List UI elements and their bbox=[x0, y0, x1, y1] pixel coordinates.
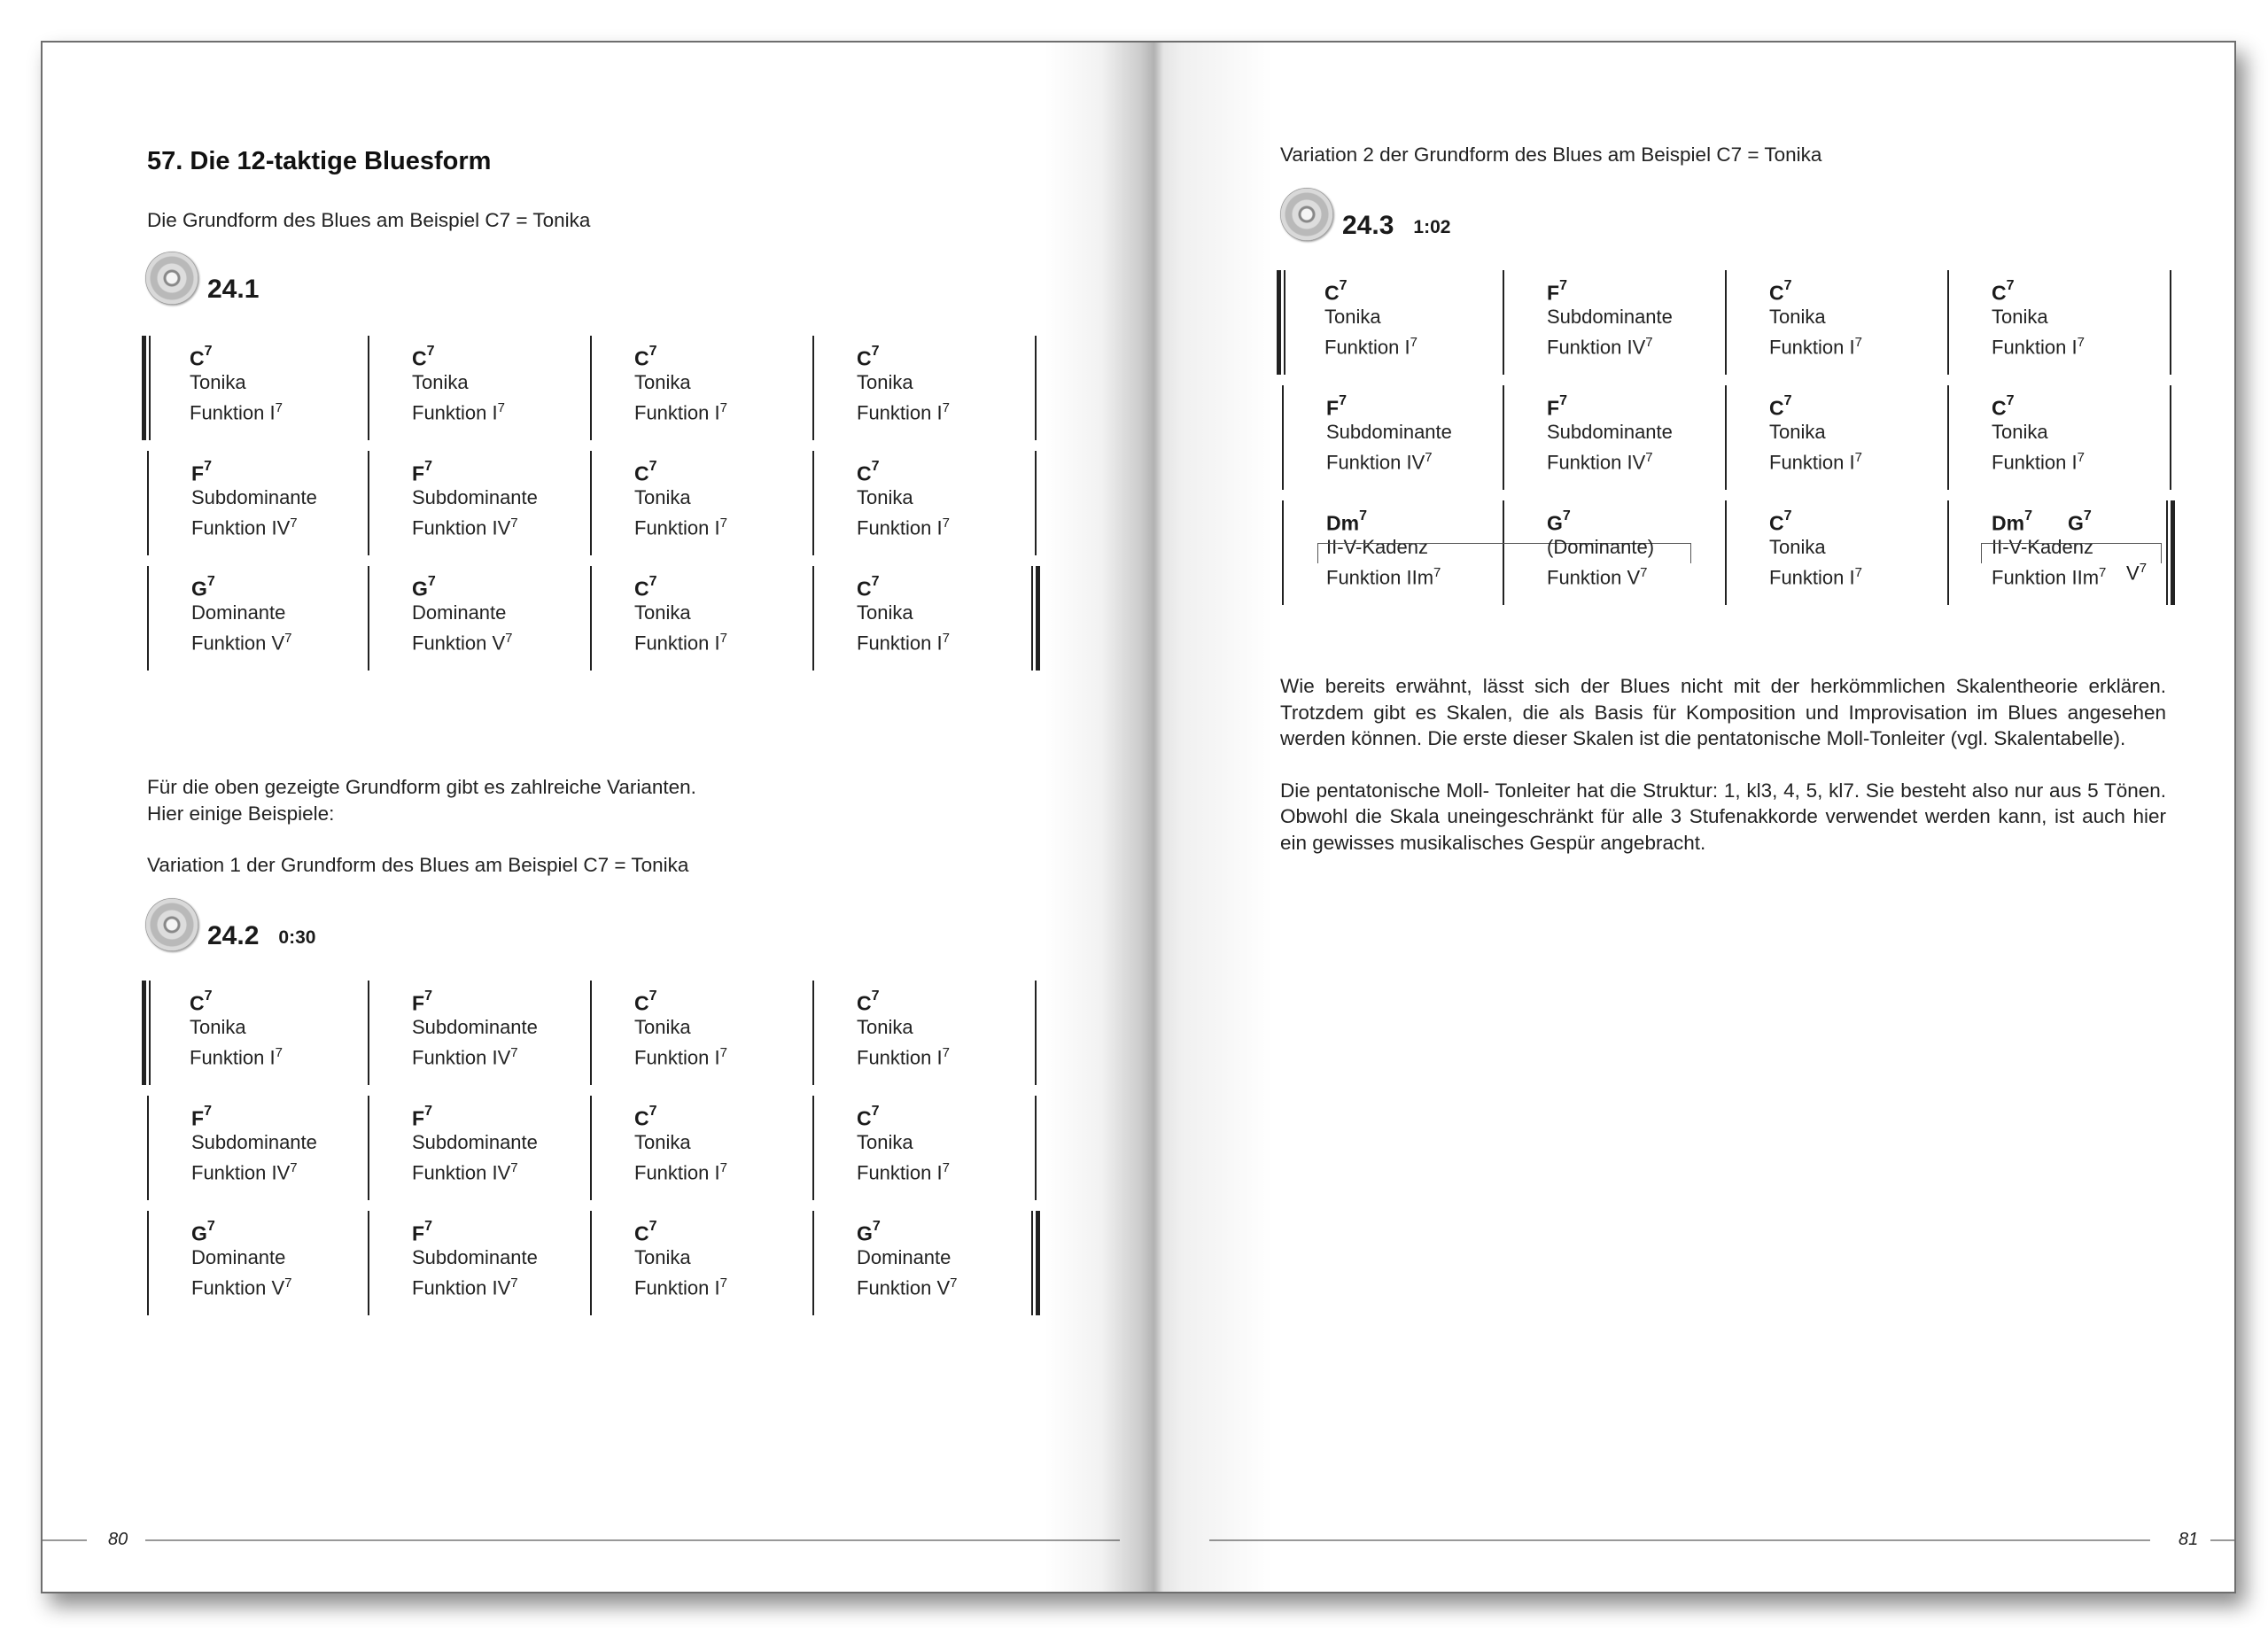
function-degree: Funktion $IV^7$ bbox=[412, 516, 518, 539]
chord-symbol: $C^7$ bbox=[1324, 278, 1348, 305]
bar-cell bbox=[147, 981, 369, 1085]
function-name: Tonika bbox=[412, 371, 469, 393]
function-degree-v: $V^7$ bbox=[2126, 561, 2148, 585]
chord-grid-grundform bbox=[147, 336, 1042, 681]
footer-rule bbox=[43, 1539, 87, 1541]
bar-cell bbox=[147, 1211, 369, 1315]
bar-cell bbox=[814, 336, 1037, 440]
function-name: Subdominante bbox=[412, 1131, 538, 1153]
function-name: Subdominante bbox=[191, 486, 317, 508]
chord-symbol: $F^7$ bbox=[1326, 393, 1347, 420]
bar-cell bbox=[592, 451, 814, 555]
variation1-caption: Variation 1 der Grundform des Blues am Beispiel C7 = Tonika bbox=[147, 854, 689, 876]
cd-icon bbox=[1280, 188, 1333, 241]
bar-cell bbox=[1949, 385, 2171, 490]
cd-track-24-3[interactable] bbox=[1280, 188, 1450, 241]
bar-cell bbox=[1727, 385, 1949, 490]
function-degree: Funktion $IV^7$ bbox=[191, 516, 298, 539]
chord-symbol: $G^7$ bbox=[412, 574, 436, 601]
track-number: 24.3 bbox=[1342, 211, 1394, 240]
chord-grid-variation1 bbox=[147, 981, 1042, 1326]
function-name: Subdominante bbox=[191, 1131, 317, 1153]
bar-cell bbox=[1282, 270, 1504, 375]
paragraph-1: Wie bereits erwähnt, lässt sich der Blues nicht mit der herkömmlichen Skalentheorie erklären. Trotzdem gibt es Skalen, die als Basis für Komposition und Improvisation im Blues angesehen werden können. Die erste dieser Skalen ist die pentatonische Moll-Tonleiter (vgl. Skalentabelle). bbox=[1280, 675, 2166, 749]
function-degree: Funktion $IV^7$ bbox=[412, 1275, 518, 1299]
chord-symbol: $C^7$ bbox=[1992, 278, 2015, 305]
chord-symbol: $C^7$ bbox=[190, 344, 213, 370]
chord-symbol: $C^7$ bbox=[634, 574, 657, 601]
chord-pair bbox=[1992, 500, 2171, 534]
function-degree: Funktion $I^7$ bbox=[412, 400, 505, 424]
function-degree: Funktion $V^7$ bbox=[412, 631, 513, 655]
chord-symbol: $G^7$ bbox=[2067, 508, 2092, 535]
function-degree: Funktion $IV^7$ bbox=[1547, 450, 1653, 474]
function-name: II-V-Kadenz bbox=[1992, 536, 2093, 558]
page-number-left: 80 bbox=[108, 1530, 128, 1549]
function-degree: Funktion $I^7$ bbox=[857, 516, 950, 539]
bar-cell bbox=[369, 451, 592, 555]
chord-symbol: $C^7$ bbox=[857, 344, 880, 370]
function-degree: Funktion $V^7$ bbox=[191, 631, 292, 655]
intro-text: Die Grundform des Blues am Beispiel C7 = Tonika bbox=[147, 209, 591, 231]
function-name: (Dominante) bbox=[1547, 536, 1655, 558]
bar-cell bbox=[369, 1096, 592, 1200]
bar-cell bbox=[814, 981, 1037, 1085]
variants-line-1: Für die oben gezeigte Grundform gibt es zahlreiche Varianten. bbox=[147, 776, 696, 798]
bar-cell bbox=[592, 336, 814, 440]
paragraph-2: Die pentatonische Moll- Tonleiter hat die Struktur: 1, kl3, 4, 5, kl7. Sie besteht also nur aus 5 Tönen. Obwohl die Skala uneingeschränkt für alle 3 Stufenakkorde verwendet werden kann, ist auch hier ein gewisses musikalisches Gespür angebracht. bbox=[1280, 779, 2166, 854]
chapter-title: 57. Die 12-taktige Bluesform bbox=[147, 147, 492, 175]
bar-cell bbox=[147, 1096, 369, 1200]
chord-symbol: $C^7$ bbox=[857, 1104, 880, 1130]
bar-cell bbox=[592, 1211, 814, 1315]
bar-cell bbox=[1504, 385, 1727, 490]
grid-row bbox=[1282, 270, 2177, 375]
function-name: Tonika bbox=[857, 1131, 913, 1153]
function-degree: Funktion $I^7$ bbox=[634, 516, 727, 539]
function-name: Tonika bbox=[190, 371, 246, 393]
bar-cell bbox=[369, 981, 592, 1085]
bar-cell bbox=[1727, 270, 1949, 375]
bar-cell bbox=[1504, 500, 1727, 605]
bar-cell bbox=[369, 1211, 592, 1315]
chord-symbol: $C^7$ bbox=[857, 459, 880, 485]
ii-v-bracket bbox=[1981, 543, 2162, 563]
footer-rule bbox=[1209, 1539, 2150, 1541]
track-number: 24.1 bbox=[207, 275, 260, 304]
bar-cell bbox=[592, 981, 814, 1085]
bar-cell bbox=[814, 451, 1037, 555]
chord-symbol: $C^7$ bbox=[857, 988, 880, 1015]
function-name: Tonika bbox=[1992, 306, 2048, 328]
function-name: Subdominante bbox=[412, 1016, 538, 1038]
function-name: II-V-Kadenz bbox=[1326, 536, 1428, 558]
chord-symbol: $C^7$ bbox=[634, 459, 657, 485]
chord-symbol: $C^7$ bbox=[857, 574, 880, 601]
function-name: Tonika bbox=[1769, 421, 1826, 443]
function-name: Tonika bbox=[1769, 536, 1826, 558]
chord-symbol: $C^7$ bbox=[1769, 508, 1792, 535]
chord-symbol: Dm$^7$ bbox=[1326, 508, 1367, 535]
function-name: Tonika bbox=[634, 1131, 691, 1153]
bar-cell bbox=[592, 566, 814, 671]
footer-rule bbox=[2210, 1539, 2236, 1541]
chord-symbol: $C^7$ bbox=[1769, 278, 1792, 305]
grid-row bbox=[147, 1096, 1042, 1200]
function-name: Tonika bbox=[1324, 306, 1381, 328]
function-name: Dominante bbox=[857, 1246, 951, 1268]
grid-row bbox=[147, 1211, 1042, 1315]
function-degree: Funktion $IV^7$ bbox=[1547, 335, 1653, 359]
bar-cell bbox=[814, 1211, 1037, 1315]
function-name: Subdominante bbox=[1326, 421, 1452, 443]
function-name: Subdominante bbox=[412, 1246, 538, 1268]
function-name: Dominante bbox=[412, 601, 507, 624]
bar-cell bbox=[147, 336, 369, 440]
page-left bbox=[43, 43, 1138, 1592]
function-name: Tonika bbox=[634, 1246, 691, 1268]
bar-cell bbox=[1282, 385, 1504, 490]
chord-symbol: $C^7$ bbox=[634, 1219, 657, 1245]
bar-cell bbox=[814, 566, 1037, 671]
function-degree: Funktion $IV^7$ bbox=[412, 1160, 518, 1184]
chord-symbol: Dm$^7$ bbox=[1992, 508, 2032, 535]
variants-text bbox=[147, 774, 696, 826]
chord-symbol: $G^7$ bbox=[191, 1219, 215, 1245]
function-name: Tonika bbox=[1769, 306, 1826, 328]
cd-track-24-1[interactable] bbox=[145, 252, 259, 305]
track-time: 0:30 bbox=[278, 927, 316, 948]
bar-cell bbox=[592, 1096, 814, 1200]
function-degree: Funktion $I^7$ bbox=[190, 400, 283, 424]
chord-symbol: $G^7$ bbox=[191, 574, 215, 601]
function-degree: Funktion $I^7$ bbox=[857, 1045, 950, 1069]
grid-row bbox=[147, 451, 1042, 555]
function-name: Tonika bbox=[857, 486, 913, 508]
function-degree: Funktion $IV^7$ bbox=[191, 1160, 298, 1184]
chord-symbol: $F^7$ bbox=[412, 1104, 432, 1130]
function-degree: Funktion $I^7$ bbox=[190, 1045, 283, 1069]
page-right bbox=[1138, 43, 2234, 1592]
function-name: Tonika bbox=[857, 1016, 913, 1038]
page-number-right: 81 bbox=[2179, 1530, 2199, 1549]
track-time: 1:02 bbox=[1413, 217, 1451, 237]
book-spread bbox=[41, 41, 2236, 1593]
function-degree: Funktion $I^7$ bbox=[857, 1160, 950, 1184]
cd-icon bbox=[145, 898, 198, 951]
bar-cell bbox=[1727, 500, 1949, 605]
function-degree: Funktion $V^7$ bbox=[191, 1275, 292, 1299]
chord-symbol: $C^7$ bbox=[634, 344, 657, 370]
function-degree: Funktion $I^7$ bbox=[634, 1275, 727, 1299]
bar-cell bbox=[147, 451, 369, 555]
function-degree: Funktion $IV^7$ bbox=[1326, 450, 1433, 474]
variants-line-2: Hier einige Beispiele: bbox=[147, 802, 335, 825]
function-name: Tonika bbox=[857, 371, 913, 393]
track-number: 24.2 bbox=[207, 921, 260, 950]
chord-symbol: $C^7$ bbox=[412, 344, 435, 370]
chord-symbol: $F^7$ bbox=[191, 1104, 212, 1130]
function-degree: Funktion $I^7$ bbox=[634, 631, 727, 655]
function-degree: Funktion $I^7$ bbox=[1324, 335, 1418, 359]
chord-symbol: $F^7$ bbox=[191, 459, 212, 485]
chord-symbol: $C^7$ bbox=[634, 988, 657, 1015]
function-name: Subdominante bbox=[412, 486, 538, 508]
function-name: Tonika bbox=[857, 601, 913, 624]
bar-cell bbox=[369, 336, 592, 440]
chord-symbol: $G^7$ bbox=[857, 1219, 881, 1245]
chord-symbol: $F^7$ bbox=[1547, 278, 1567, 305]
function-name: Dominante bbox=[191, 1246, 286, 1268]
function-name: Subdominante bbox=[1547, 306, 1673, 328]
bar-cell bbox=[1949, 270, 2171, 375]
bar-cell bbox=[1949, 500, 2171, 605]
bar-cell bbox=[1504, 270, 1727, 375]
function-degree: Funktion $IV^7$ bbox=[412, 1045, 518, 1069]
chord-symbol: $F^7$ bbox=[412, 988, 432, 1015]
function-name: Tonika bbox=[1992, 421, 2048, 443]
function-degree: Funktion $I^7$ bbox=[1992, 450, 2085, 474]
chord-symbol: $C^7$ bbox=[1992, 393, 2015, 420]
function-name: Tonika bbox=[634, 371, 691, 393]
grid-row bbox=[1282, 385, 2177, 490]
grid-row bbox=[1282, 500, 2177, 605]
bar-cell bbox=[369, 566, 592, 671]
chord-symbol: $G^7$ bbox=[1547, 508, 1571, 535]
function-name: Tonika bbox=[190, 1016, 246, 1038]
function-degree: Funktion $I^7$ bbox=[1769, 565, 1862, 589]
function-name: Dominante bbox=[191, 601, 286, 624]
function-degree: Funktion $I^7$ bbox=[634, 1045, 727, 1069]
function-degree: Funktion IIm$^7$ bbox=[1326, 565, 1441, 589]
chord-symbol: $F^7$ bbox=[412, 459, 432, 485]
chord-symbol: $F^7$ bbox=[412, 1219, 432, 1245]
function-degree: Funktion $I^7$ bbox=[1769, 335, 1862, 359]
function-name: Tonika bbox=[634, 1016, 691, 1038]
cd-icon bbox=[145, 252, 198, 305]
chord-symbol: $F^7$ bbox=[1547, 393, 1567, 420]
chord-symbol: $C^7$ bbox=[1769, 393, 1792, 420]
function-degree: Funktion $I^7$ bbox=[857, 631, 950, 655]
bar-cell bbox=[814, 1096, 1037, 1200]
variation2-caption: Variation 2 der Grundform des Blues am Beispiel C7 = Tonika bbox=[1280, 143, 1822, 166]
bar-cell bbox=[147, 566, 369, 671]
function-name: Subdominante bbox=[1547, 421, 1673, 443]
function-name: Tonika bbox=[634, 601, 691, 624]
bar-cell bbox=[1282, 500, 1504, 605]
function-name: Tonika bbox=[634, 486, 691, 508]
grid-row bbox=[147, 981, 1042, 1085]
body-text bbox=[1280, 673, 2166, 881]
grid-row bbox=[147, 336, 1042, 440]
cd-track-24-2[interactable] bbox=[145, 898, 315, 951]
function-degree: Funktion $I^7$ bbox=[634, 1160, 727, 1184]
function-degree: Funktion $V^7$ bbox=[857, 1275, 958, 1299]
grid-row bbox=[147, 566, 1042, 671]
function-degree: Funktion IIm$^7$ bbox=[1992, 565, 2107, 589]
function-degree: Funktion $I^7$ bbox=[857, 400, 950, 424]
function-degree: Funktion $I^7$ bbox=[1992, 335, 2085, 359]
footer-rule bbox=[145, 1539, 1120, 1541]
function-degree: Funktion $I^7$ bbox=[1769, 450, 1862, 474]
chord-symbol: $C^7$ bbox=[634, 1104, 657, 1130]
function-degree: Funktion $I^7$ bbox=[634, 400, 727, 424]
chord-symbol: $C^7$ bbox=[190, 988, 213, 1015]
function-degree: Funktion $V^7$ bbox=[1547, 565, 1648, 589]
chord-grid-variation2 bbox=[1282, 270, 2177, 616]
